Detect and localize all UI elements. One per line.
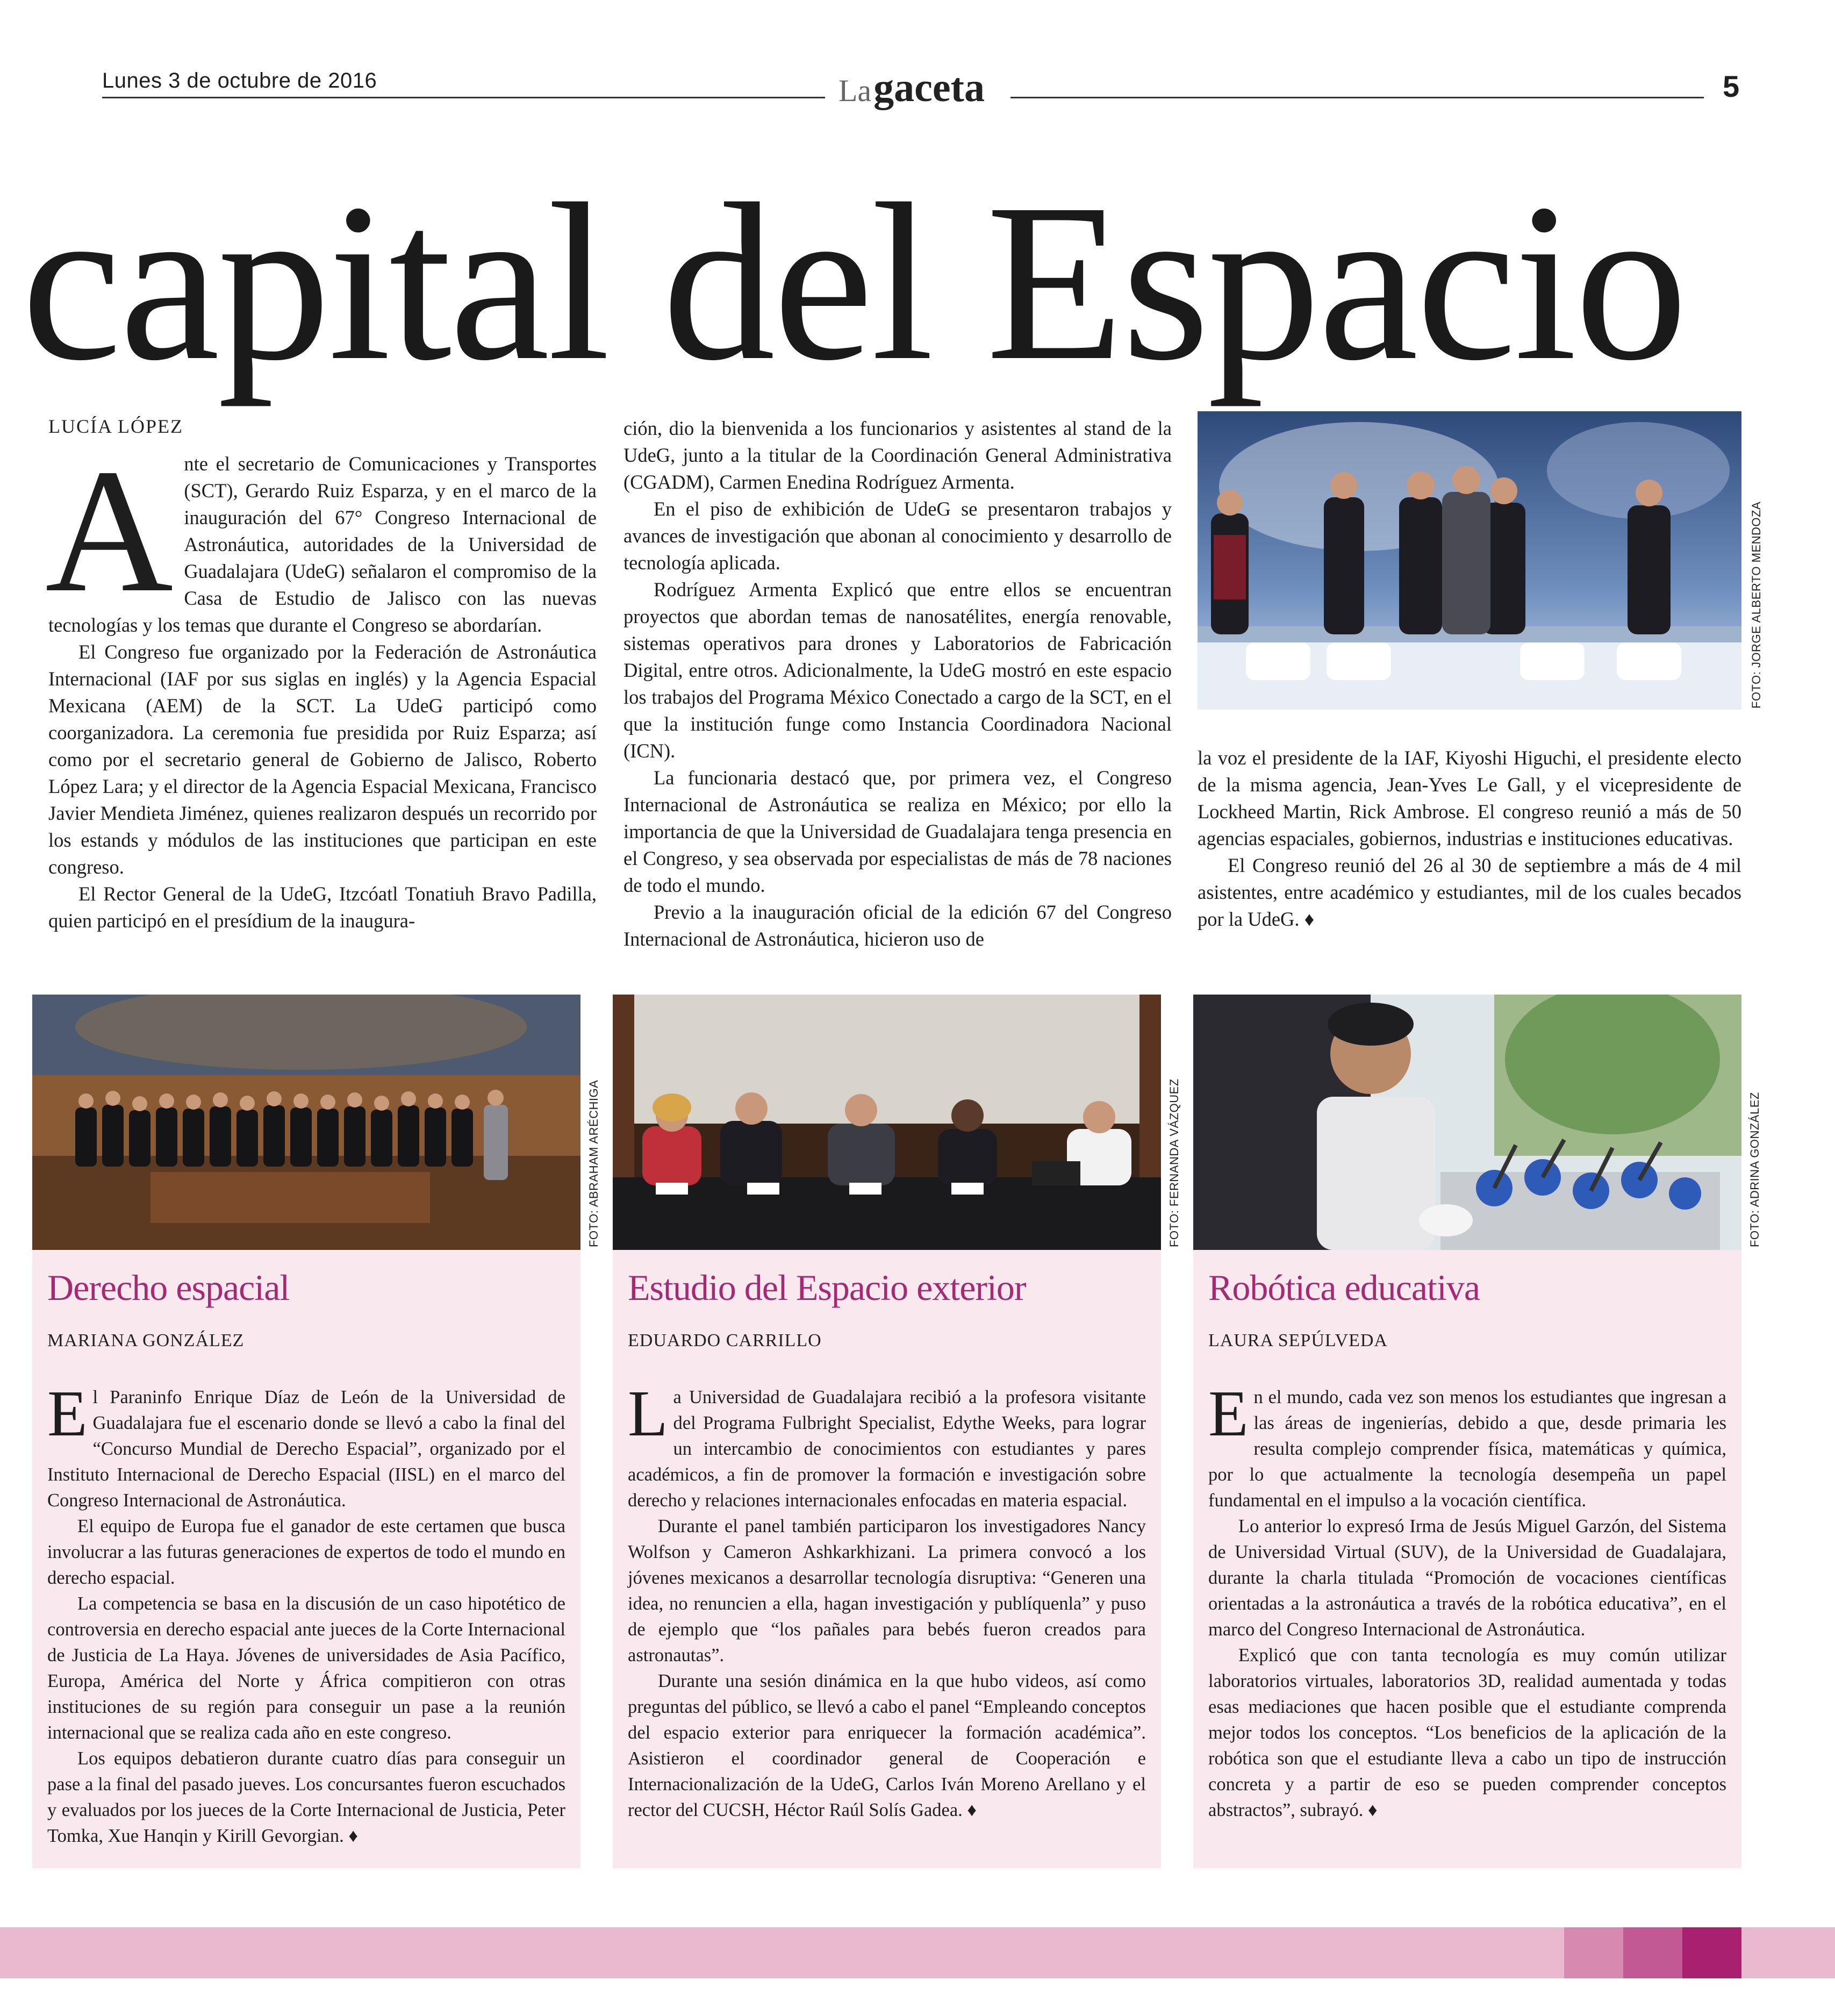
footer-band: [0, 1927, 1835, 1978]
main-byline: LUCÍA LÓPEZ: [48, 416, 183, 437]
main-column-1: [45, 433, 597, 934]
paragraph: El equipo de Europa fue el ganador de este certamen que busca involucrar a las futuras generaciones de expertos de todo el mundo en derecho espacial.: [47, 1516, 565, 1588]
paragraph: En el piso de exhibición de UdeG se presentaron trabajos y avances de investigación que abonan al conocimiento y desarrollo de tecnología aplicada.: [623, 498, 1172, 574]
ceremony-photo-illustration: [1198, 411, 1741, 710]
header-rule-left: [102, 97, 825, 98]
paragraph: la voz el presidente de la IAF, Kiyoshi Higuchi, el presidente electo de la misma agencia, Jean-Yves Le Gall, y el vicepresidente de Lockheed Martin, Rick Ambrose. El congreso reunió a más de 50 agencias espaciales, gobiernos, industrias e instituciones educativas.: [1198, 747, 1741, 849]
drop-cap: E: [47, 1377, 88, 1450]
paragraph: En el mundo, cada vez son menos los estudiantes que ingresan a las áreas de ingenierías, debido a que, desde primaria les resulta complejo comprender física, matemáticas y química, por lo que actualmente la tecnología desempeña un papel fundamental en el impulso a la vocación científica.: [1208, 1377, 1726, 1511]
article-2-title: Estudio del Espacio exterior: [628, 1267, 1026, 1308]
article-3-card: [1193, 1250, 1741, 1868]
footer-square-3: [1682, 1927, 1741, 1978]
paragraph: Durante el panel también participaron los investigadores Nancy Wolfson y Cameron Ashkarkhizani. La primera convocó a los jóvenes mexicanos a desarrollar tecnología disruptiva: “Generen una idea, no renuncien a ella, hagan investigación y publíquenla” y puso de ejemplo que “los pañales para bebés fueron creados para astronautas”.: [628, 1516, 1146, 1665]
panel-photo-illustration: [613, 995, 1161, 1250]
headline: capital del Espacio: [21, 157, 1686, 407]
robotics-photo-illustration: [1193, 995, 1741, 1250]
paragraph: ción, dio la bienvenida a los funcionarios y asistentes al stand de la UdeG, junto a la titular de la Coordinación General Administrativa (CGADM), Carmen Enedina Rodríguez Armenta.: [623, 417, 1172, 493]
masthead-logo: [838, 65, 985, 111]
article-1-photo: [32, 995, 580, 1250]
article-3-title: Robótica educativa: [1208, 1267, 1480, 1308]
issue-date: Lunes 3 de octubre de 2016: [102, 69, 377, 92]
main-photo-credit: FOTO: JORGE ALBERTO MENDOZA: [1750, 501, 1763, 709]
paragraph: Durante una sesión dinámica en la que hubo videos, así como preguntas del público, se llevó a cabo el panel “Empleando conceptos del espacio exterior para enriquecer la formación académica”. Asistieron el coordinador general de Cooperación e Internacionalización de la UdeG, Carlos Iván Moreno Arellano y el rector del CUCSH, Héctor Raúl Solís Gadea. ♦: [628, 1671, 1146, 1820]
header-rule-right: [1010, 97, 1704, 98]
paragraph: El Rector General de la UdeG, Itzcóatl Tonatiuh Bravo Padilla, quien participó en el presídium de la inaugura-: [48, 883, 597, 932]
main-column-2: [623, 415, 1172, 953]
article-1-card: [32, 1250, 580, 1868]
article-2-photo-credit: FOTO: FERNANDA VÁZQUEZ: [1167, 1078, 1181, 1247]
paragraph: La funcionaria destacó que, por primera vez, el Congreso Internacional de Astronáutica se realiza en México; por ello la importancia de que la Universidad de Guadalajara tenga presencia en el Congreso, y sea observada por especialistas de más de 78 naciones de todo el mundo.: [623, 767, 1172, 896]
paragraph: Ante el secretario de Comunicaciones y Transportes (SCT), Gerardo Ruiz Esparza, y en el marco de la inauguración del 67° Congreso Internacional de Astronáutica, autoridades de la Universidad de Guadalajara (UdeG) señalaron el compromiso de la Casa de Estudio de Jalisco con las nuevas tecnologías y los temas que durante el Congreso se abordarían.: [45, 433, 597, 636]
article-1-text: [47, 1377, 565, 1849]
article-1-title: Derecho espacial: [47, 1267, 290, 1308]
paragraph: Rodríguez Armenta Explicó que entre ellos se encuentran proyectos que abordan temas de nanosatélites, energía renovable, sistemas operativos para drones y Laboratorios de Fabricación Digital, entre otros. Adicionalmente, la UdeG mostró en este espacio los trabajos del Programa México Conectado a cargo de la SCT, en el que la institución funge como Instancia Coordinadora Nacional (ICN).: [623, 578, 1172, 762]
article-3-photo-credit: FOTO: ADRINA GONZÁLEZ: [1748, 1092, 1761, 1247]
paragraph: La competencia se basa en la discusión de un caso hipotético de controversia en derecho espacial ante jueces de la Corte Internacional de Justicia de La Haya. Jóvenes de universidades de Asia Pacífico, Europa, América del Norte y África compitieron con otras instituciones de su región para conseguir un pase a la reunión internacional que se realiza cada año en este congreso.: [47, 1593, 565, 1743]
page-number: 5: [1723, 69, 1740, 103]
drop-cap: L: [628, 1377, 668, 1450]
logo-la: La: [838, 73, 872, 108]
article-2-byline: EDUARDO CARRILLO: [628, 1331, 822, 1350]
paragraph: El Paraninfo Enrique Díaz de León de la Universidad de Guadalajara fue el escenario donde se llevó a cabo la final del “Concurso Mundial de Derecho Espacial”, organizado por el Instituto Internacional de Derecho Espacial (IISL) en el marco del Congreso Internacional de Astronáutica.: [47, 1377, 565, 1511]
article-3-text: [1208, 1377, 1726, 1823]
paragraph: Los equipos debatieron durante cuatro días para conseguir un pase a la final del pasado jueves. Los concursantes fueron escuchados y evaluados por los jueces de la Corte Internacional de Justicia, Peter Tomka, Xue Hanqin y Kirill Gevorgian. ♦: [47, 1748, 565, 1846]
article-2-photo: [613, 995, 1161, 1250]
article-1-byline: MARIANA GONZÁLEZ: [47, 1331, 245, 1350]
paragraph: Previo a la inauguración oficial de la edición 67 del Congreso Internacional de Astronáutica, hicieron uso de: [623, 901, 1172, 950]
drop-cap: A: [45, 433, 174, 629]
paragraph: Lo anterior lo expresó Irma de Jesús Miguel Garzón, del Sistema de Universidad Virtual (SUV), de la Universidad de Guadalajara, durante la charla titulada “Promoción de vocaciones científicas orientadas a la astronáutica a través de la robótica educativa”, en el marco del Congreso Internacional de Astronáutica.: [1208, 1516, 1726, 1640]
article-2-card: [613, 1250, 1161, 1868]
drop-cap: E: [1208, 1377, 1249, 1450]
article-3-photo: [1193, 995, 1741, 1250]
article-2-text: [628, 1377, 1146, 1823]
paragraph: La Universidad de Guadalajara recibió a la profesora visitante del Programa Fulbright Specialist, Edythe Weeks, para lograr un intercambio de conocimientos con estudiantes y pares académicos, a fin de promover la formación e investigación sobre derecho y relaciones internacionales enfocadas en materia espacial.: [628, 1377, 1146, 1511]
main-photo: [1198, 411, 1741, 710]
footer-square-2: [1623, 1927, 1682, 1978]
paragraph: Explicó que con tanta tecnología es muy común utilizar laboratorios virtuales, laboratorios 3D, realidad aumentada y todas esas mediaciones que hacen posible que el estudiante comprenda mejor todos los conceptos. “Los beneficios de la aplicación de la robótica son que el estudiante lleva a cabo un tipo de instrucción concreta y a partir de eso se pueden comprender conceptos abstractos”, subrayó. ♦: [1208, 1645, 1726, 1820]
article-3-byline: LAURA SEPÚLVEDA: [1208, 1331, 1388, 1350]
logo-gaceta: gaceta: [873, 65, 985, 110]
footer-square-1: [1564, 1927, 1623, 1978]
paraninfo-photo-illustration: [32, 995, 580, 1250]
paragraph: El Congreso fue organizado por la Federación de Astronáutica Internacional (IAF por sus siglas en inglés) y la Agencia Espacial Mexicana (AEM) de la SCT. La UdeG participó como coorganizadora. La ceremonia fue presidida por Ruiz Esparza; así como por el secretario general de Gobierno de Jalisco, Roberto López Lara; y el director de la Agencia Espacial Mexicana, Francisco Javier Mendieta Jiménez, quienes realizaron después un recorrido por los estands y módulos de las instituciones que participan en este congreso.: [48, 641, 597, 878]
paragraph: El Congreso reunió del 26 al 30 de septiembre a más de 4 mil asistentes, entre académico y estudiantes, mil de los cuales becados por la UdeG. ♦: [1198, 854, 1741, 930]
article-1-photo-credit: FOTO: ABRAHAM ARÉCHIGA: [587, 1080, 600, 1247]
main-column-3: [1198, 745, 1741, 933]
